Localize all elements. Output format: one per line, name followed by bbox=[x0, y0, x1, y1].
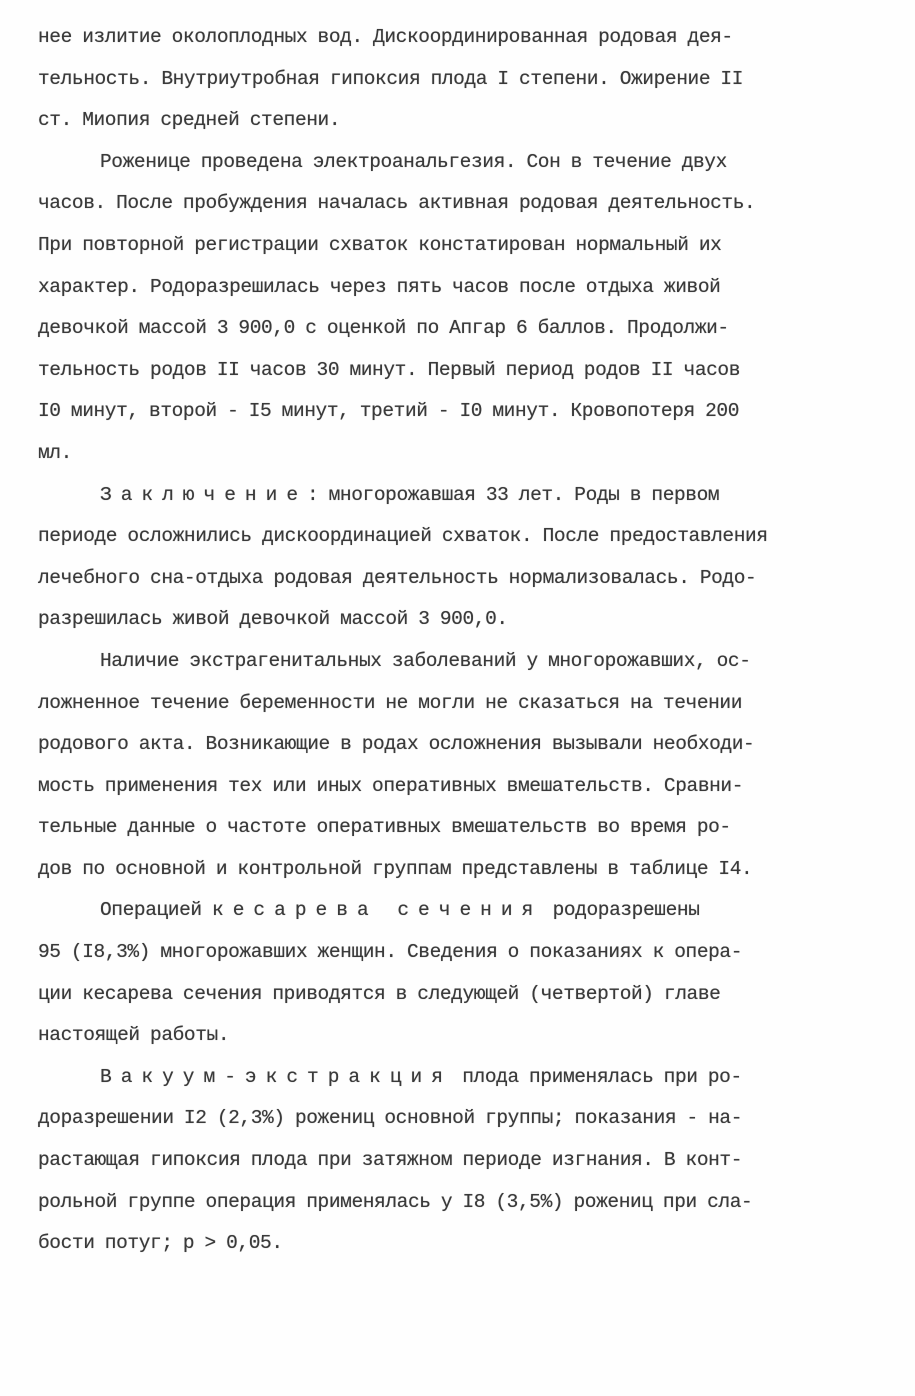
conclusion-text: : многорожавшая 33 лет. Роды в первом bbox=[307, 483, 720, 506]
text-line: мл. bbox=[38, 441, 72, 464]
text-line: часов. После пробуждения началась активная родовая деятельность. bbox=[38, 192, 756, 215]
text-line: девочкой массой 3 900,0 с оценкой по Апгар 6 баллов. Продолжи- bbox=[38, 317, 729, 340]
text-line: родового акта. Возникающие в родах осложнения вызывали необходи- bbox=[38, 733, 755, 756]
cesarean-after: родоразрешены bbox=[542, 899, 700, 922]
text-line: тельность. Внутриутробная гипоксия плода I степени. Ожирение II bbox=[38, 67, 744, 90]
text-line: лечебного сна-отдыха родовая деятельность нормализовалась. Родо- bbox=[38, 566, 757, 589]
text-line: ложненное течение беременности не могли не сказаться на течении bbox=[38, 691, 743, 714]
paragraph-start-line: Наличие экстрагенитальных заболеваний у многорожавших, ос- bbox=[100, 649, 751, 672]
text-line: ции кесарева сечения приводятся в следующей (четвертой) главе bbox=[38, 982, 721, 1005]
text-line: разрешилась живой девочкой массой 3 900,0. bbox=[38, 608, 508, 631]
text-line: периоде осложнились дискоординацией схваток. После предоставления bbox=[38, 525, 768, 548]
text-line: тельность родов II часов 30 минут. Первый период родов II часов bbox=[38, 358, 741, 381]
text-line: бости потуг; p > 0,05. bbox=[38, 1232, 283, 1255]
text-line: 95 (I8,3%) многорожавших женщин. Сведения о показаниях к опера- bbox=[38, 941, 743, 964]
text-line: дов по основной и контрольной группам представлены в таблице I4. bbox=[38, 857, 753, 880]
cesarean-intro: Операцией bbox=[100, 899, 213, 922]
text-line: доразрешении I2 (2,3%) рожениц основной группы; показания - на- bbox=[38, 1107, 743, 1130]
vacuum-term: Вакуум-экстракция bbox=[100, 1065, 452, 1088]
text-line: характер. Родоразрешилась через пять часов после отдыха живой bbox=[38, 275, 721, 298]
conclusion-heading: Заключение bbox=[100, 483, 308, 506]
vacuum-text: плода применялась при ро- bbox=[451, 1065, 742, 1088]
conclusion-line bbox=[38, 475, 878, 517]
text-line: тельные данные о частоте оперативных вмешательств во время ро- bbox=[38, 816, 731, 839]
text-line: I0 минут, второй - I5 минут, третий - I0 минут. Кровопотеря 200 bbox=[38, 400, 740, 423]
text-line: нее излитие околоплодных вод. Дискоординированная родовая дея- bbox=[38, 26, 733, 48]
text-line: рольной группе операция применялась у I8 (3,5%) рожениц при сла- bbox=[38, 1190, 753, 1213]
paragraph-start-line: Роженице проведена электроанальгезия. Сон в течение двух bbox=[100, 150, 727, 173]
cesarean-line bbox=[38, 890, 878, 932]
document-text bbox=[38, 17, 878, 1265]
vacuum-line bbox=[38, 1057, 878, 1099]
text-line: мость применения тех или иных оперативных вмешательств. Сравни- bbox=[38, 774, 744, 797]
text-line: растающая гипоксия плода при затяжном периоде изгнания. В конт- bbox=[38, 1149, 743, 1172]
text-line: При повторной регистрации схваток констатирован нормальный их bbox=[38, 233, 722, 256]
text-line: настоящей работы. bbox=[38, 1024, 230, 1047]
cesarean-term: кесарева сечения bbox=[212, 899, 543, 922]
text-line: ст. Миопия средней степени. bbox=[38, 109, 341, 132]
